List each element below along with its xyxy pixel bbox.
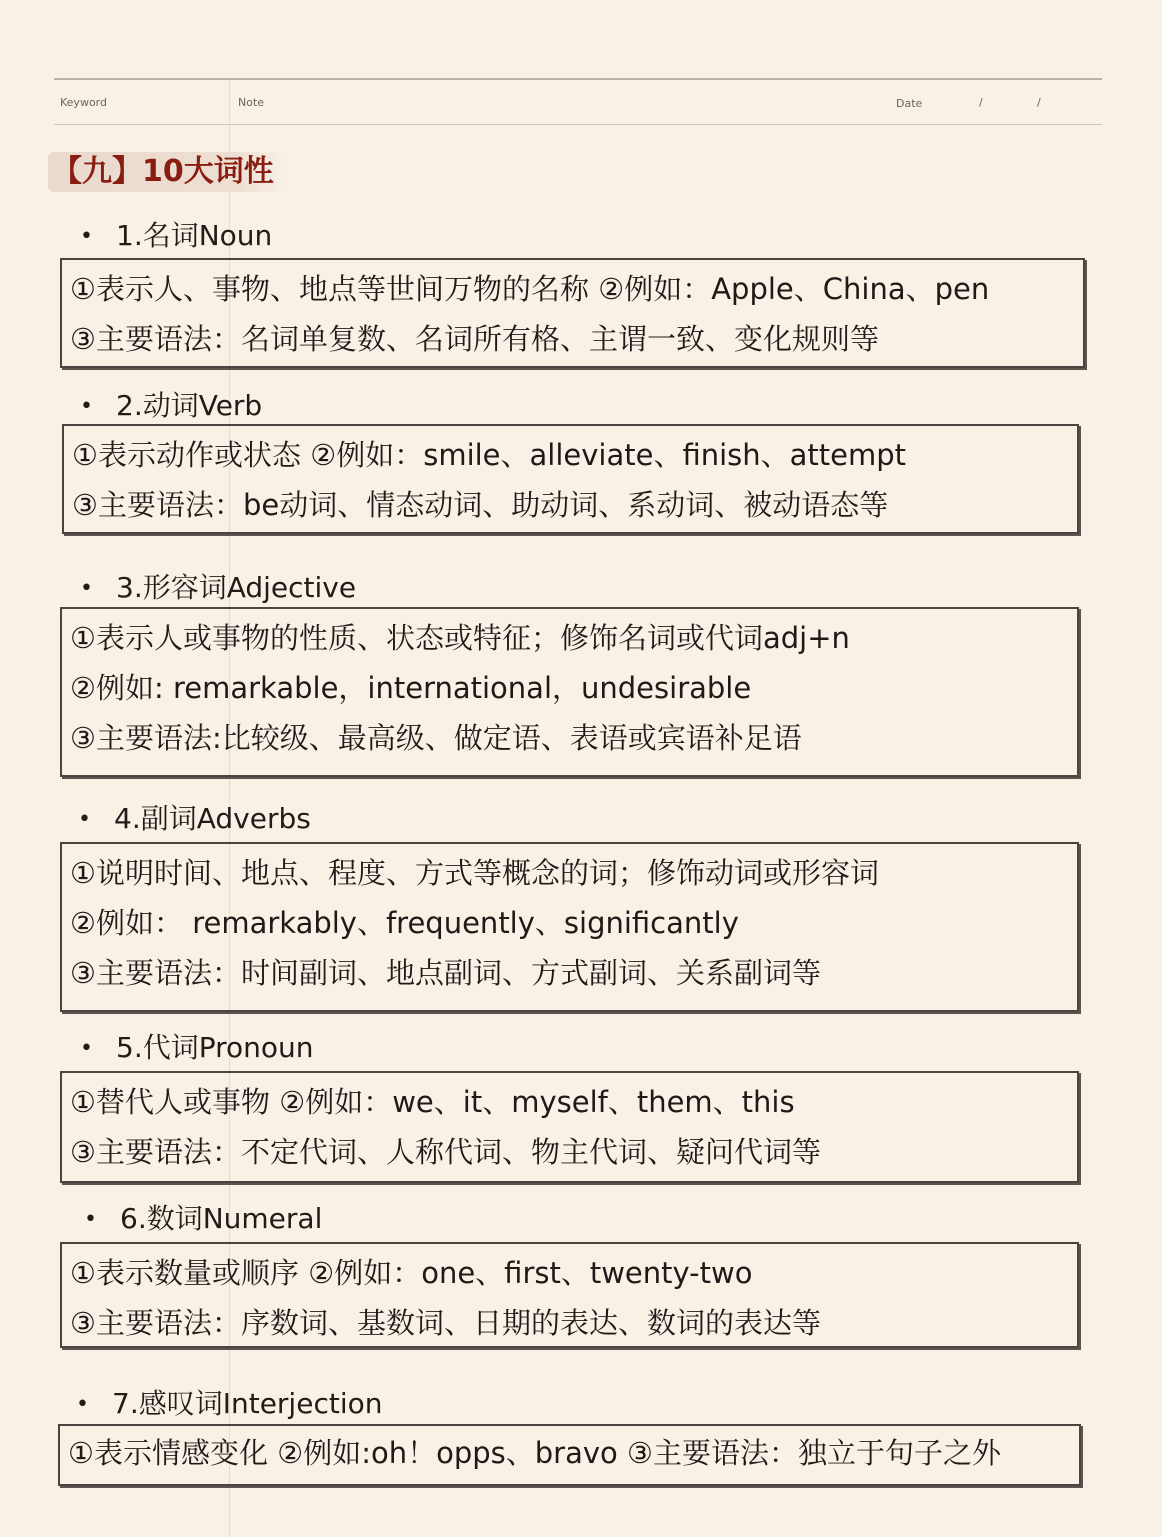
bullet-icon: •: [80, 1036, 93, 1061]
keyword-label: Keyword: [60, 96, 107, 109]
section-box: [58, 1424, 1081, 1486]
date-separator: /: [979, 96, 983, 109]
section-heading: [80, 1030, 314, 1067]
section-line: ①表示数量或顺序 ②例如：one、first、twenty-two: [70, 1256, 753, 1290]
section-heading-text: 7.感叹词Interjection: [112, 1387, 383, 1420]
section-box: [60, 607, 1079, 777]
section-box: [60, 258, 1085, 368]
section-line: ③主要语法：be动词、情态动词、助动词、系动词、被动语态等: [72, 488, 889, 522]
section-box: [60, 1242, 1079, 1348]
section-line: ③主要语法：序数词、基数词、日期的表达、数词的表达等: [70, 1306, 821, 1340]
section-heading-text: 5.代词Pronoun: [116, 1031, 314, 1064]
section-line: ③主要语法：时间副词、地点副词、方式副词、关系副词等: [70, 956, 821, 990]
section-line: ②例如: remarkable，international，undesirable: [70, 671, 752, 705]
date-separator: /: [1037, 96, 1041, 109]
page-title: 【九】10大词性: [48, 152, 284, 192]
section-heading: [84, 1201, 322, 1238]
section-heading-text: 3.形容词Adjective: [116, 571, 357, 604]
section-line: ①表示情感变化 ②例如:oh！opps、bravo ③主要语法：独立于句子之外: [68, 1436, 1001, 1470]
section-heading: [78, 801, 311, 838]
bullet-icon: •: [76, 1392, 89, 1417]
section-heading-text: 4.副词Adverbs: [114, 802, 311, 835]
section-box: [60, 842, 1079, 1012]
section-line: ③主要语法:比较级、最高级、做定语、表语或宾语补足语: [70, 721, 802, 755]
section-line: ③主要语法：不定代词、人称代词、物主代词、疑问代词等: [70, 1135, 821, 1169]
header-bottom-rule: [54, 124, 1102, 125]
section-box: [60, 1071, 1079, 1183]
section-line: ②例如： remarkably、frequently、significantly: [70, 906, 739, 940]
section-heading-text: 1.名词Noun: [116, 219, 273, 252]
header-top-rule: [54, 78, 1102, 80]
bullet-icon: •: [80, 224, 93, 249]
bullet-icon: •: [80, 576, 93, 601]
note-label: Note: [238, 96, 265, 109]
section-line: ①替代人或事物 ②例如：we、it、myself、them、this: [70, 1085, 795, 1119]
section-line: ③主要语法：名词单复数、名词所有格、主谓一致、变化规则等: [70, 322, 879, 356]
section-heading: [80, 570, 356, 607]
section-line: ①表示人或事物的性质、状态或特征；修饰名词或代词adj+n: [70, 621, 850, 655]
section-heading-text: 6.数词Numeral: [120, 1202, 323, 1235]
bullet-icon: •: [80, 394, 93, 419]
section-box: [62, 424, 1079, 534]
section-line: ①表示人、事物、地点等世间万物的名称 ②例如：Apple、China、pen: [70, 272, 990, 306]
section-heading-text: 2.动词Verb: [116, 389, 263, 422]
bullet-icon: •: [78, 807, 91, 832]
section-line: ①表示动作或状态 ②例如：smile、alleviate、finish、attempt: [72, 438, 907, 472]
section-heading: [80, 218, 272, 255]
section-heading: [80, 388, 262, 425]
section-heading: [76, 1386, 382, 1423]
bullet-icon: •: [84, 1207, 97, 1232]
section-line: ①说明时间、地点、程度、方式等概念的词；修饰动词或形容词: [70, 856, 879, 890]
date-label: Date: [896, 97, 923, 110]
